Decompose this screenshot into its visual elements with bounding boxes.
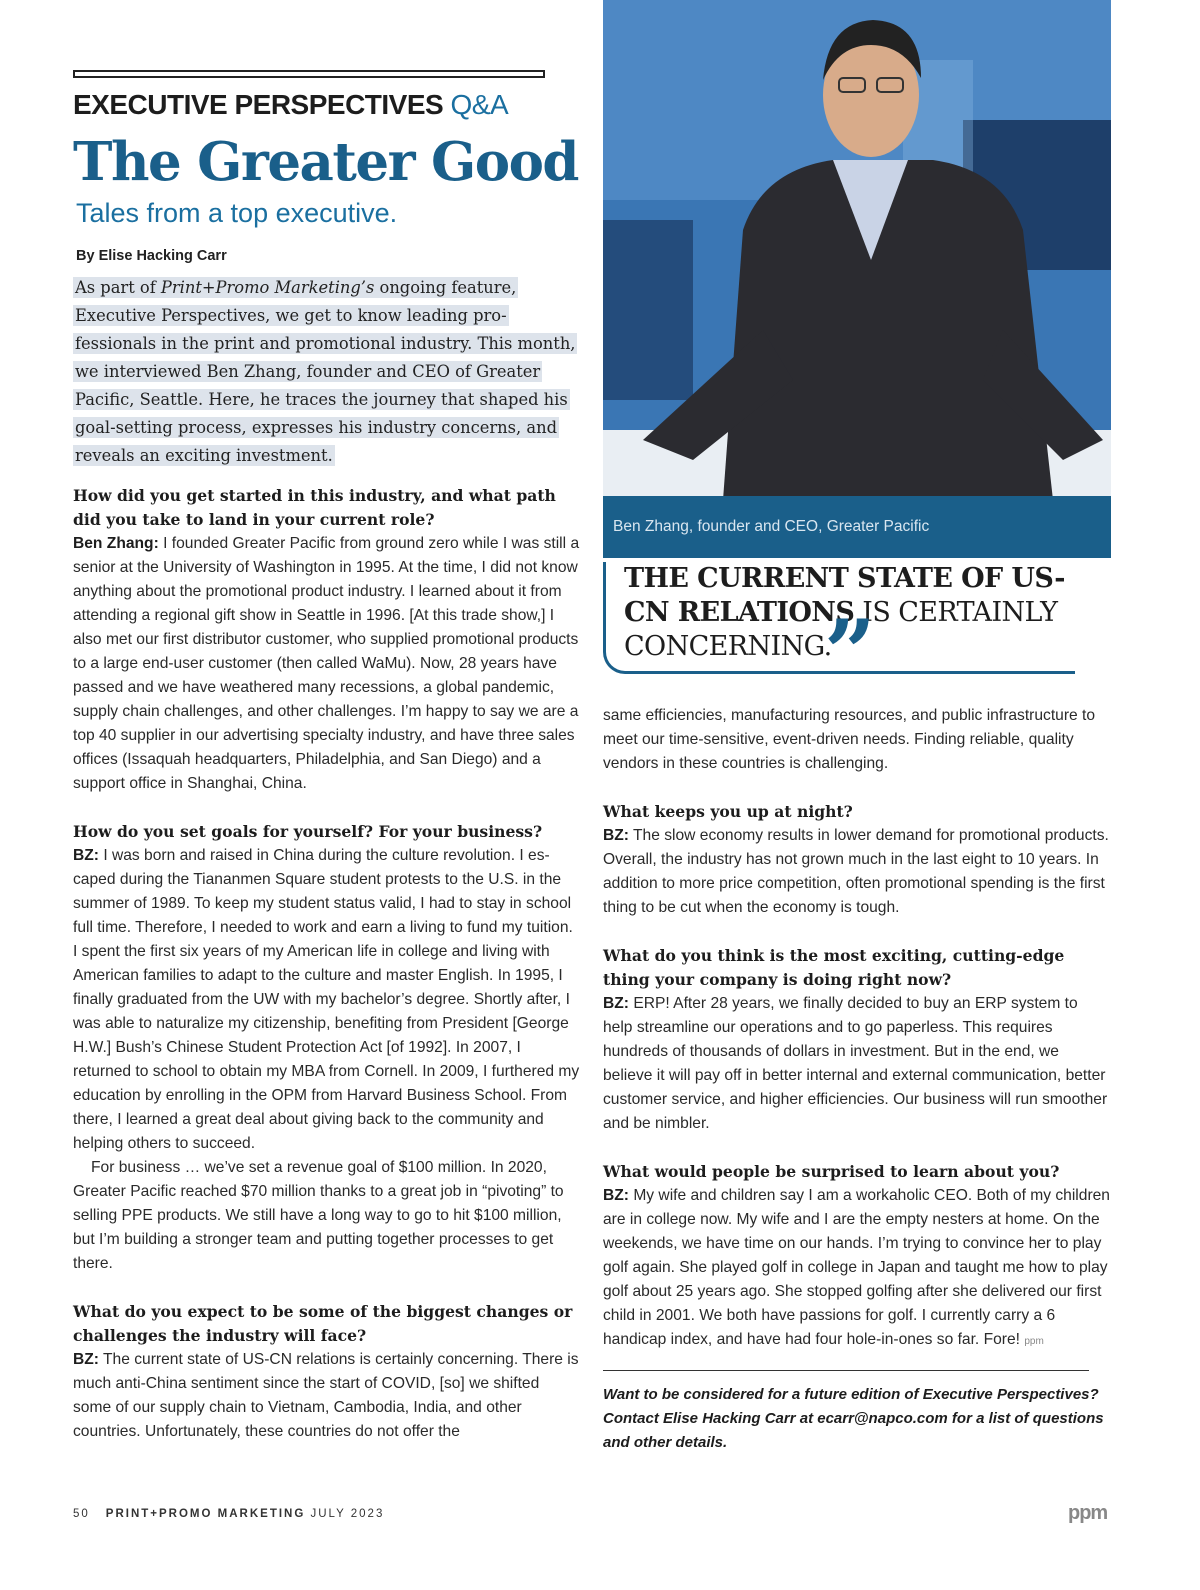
byline: By Elise Hacking Carr [76, 248, 227, 264]
question-4: What keeps you up at night? [603, 802, 853, 821]
question-5: What do you think is the most exciting, cutting-edge thing your company is doing right now? [603, 946, 1065, 989]
article-title: The Greater Good [73, 131, 578, 193]
page-footer [73, 1508, 384, 1520]
footer-publication: PRINT+PROMO MARKETING [105, 1508, 306, 1520]
section-kicker [73, 88, 581, 122]
divider [603, 1370, 1089, 1371]
answer-2: BZ: I was born and raised in China during the culture revolution. I escaped during the Tiananmen Square student protests to the U.S. in the summer of 1989. To keep my student status valid, I had to stay in school full time. Therefore, I needed to work and earn a living to fund my tuition. I spent the first six years of my American life in college and living with American families to adapt to the culture and master English. In 1995, I finally graduated from the UW with my bachelor’s degree. Shortly after, I was able to naturalize my citizenship, benefiting from President [George H.W.] Bush’s Chinese Student Protection Act [of 1992]. In 2007, I returned to school to obtain my MBA from Cornell. In 2009, I furthered my education by enrolling in the OPM from Harvard Business School. From there, I learned a great deal about giving back to the community and helping others to succeed. [73, 847, 580, 1152]
left-column [73, 70, 581, 1444]
footer-date: JULY 2023 [310, 1508, 385, 1520]
quote-mark-icon: ” [824, 600, 876, 706]
publication-name: Print+Promo Marketing’s [160, 278, 375, 297]
right-body [603, 704, 1111, 1455]
call-to-action: Want to be considered for a future edition of Executive Perspectives? Contact Elise Hacking Carr at ecarr@napco.com for a list of questions and other details. [603, 1386, 1104, 1451]
pullquote-bold: THE CURRENT STATE OF US-CN RELATIONS [624, 563, 1065, 628]
question-1: How did you get started in this industry, and what path did you take to land in your current role? [73, 486, 556, 529]
kicker-qa: Q&A [450, 89, 509, 120]
answer-3: BZ: The current state of US-CN relations is certainly concerning. There is much anti-China sentiment since the start of COVID, [so] we shifted some of our supply chain to Vietnam, Cambodia, India, and other countries. Unfortunately, these countries do not offer the [73, 1351, 579, 1440]
ppm-logo: ppm [1068, 1502, 1108, 1524]
photo-caption: Ben Zhang, founder and CEO, Greater Pacific [603, 496, 1111, 558]
kicker-text: EXECUTIVE PERSPECTIVES [73, 89, 444, 120]
page-number: 50 [73, 1508, 90, 1520]
end-mark: ppm [1024, 1336, 1044, 1347]
answer-6: BZ: My wife and children say I am a workaholic CEO. Both of my children are in college now. My wife and I are the empty nesters at home. On the weekends, we have time on our hands. I’m trying to convince her to play golf again. She played golf in college in Japan and taught me how to play golf about 25 years ago. She stopped golfing after she delivered our first child in 2001. We both have passions for golf. I currently carry a 6 handicap index, and have had four hole-in-ones so far. Fore! ppm [603, 1187, 1110, 1348]
answer-1: Ben Zhang: I founded Greater Pacific from ground zero while I was still a senior at the University of Washington in 1995. At the time, I did not know anything about the promotional product industry. I learned about it from attending a regional gift show in Seattle in 1996. [At this trade show,] I also met our first distributor customer, who supplied promotional products to a large end-user customer (then called WaMu). Now, 28 years have passed and we have weathered many recessions, a global pandemic, supply chain challenges, and other challenges. I’m happy to say we are a top 40 supplier in our advertising specialty industry, and have three sales offices (Issaquah headquarters, Philadelphia, and San Diego) and a support office in Shanghai, China. [73, 535, 580, 792]
answer-5: BZ: ERP! After 28 years, we finally decided to buy an ERP system to help streamline our operations and to go paperless. This requires hundreds of thousands of dollars in investment. But in the end, we believe it will pay off in better internal and external communication, better customer service, and higher efficiencies. Our business will run smoother and be nimbler. [603, 995, 1108, 1132]
pull-quote [603, 562, 1075, 706]
top-rule [73, 70, 545, 78]
question-6: What would people be surprised to learn about you? [603, 1162, 1060, 1181]
portrait-illustration [603, 0, 1111, 496]
intro-paragraph: As part of Print+Promo Marketing’s ongoing feature, Executive Perspectives, we get to know leading professionals in the print and promotional industry. This month, we interviewed Ben Zhang, founder and CEO of Greater Pacific, Seattle. Here, he traces the journey that shaped his goal-setting process, expresses his industry concerns, and reveals an exciting investment. [75, 278, 576, 465]
question-2: How do you set goals for yourself? For your business? [73, 822, 543, 841]
answer-4: BZ: The slow economy results in lower demand for promotional products. Overall, the industry has not grown much in the last eight to 10 years. In addition to more price competition, often promotional spending is the first thing to be cut when the economy is tough. [603, 827, 1109, 916]
portrait-photo [603, 0, 1111, 496]
answer-3-continued: same efficiencies, manufacturing resources, and public infrastructure to meet our time-sensitive, event-driven needs. Finding reliable, quality vendors in these countries is challenging. [603, 707, 1096, 772]
pullquote-rest: IS CERTAINLY CONCERNING. [624, 597, 1058, 662]
article-subtitle: Tales from a top executive. [76, 198, 398, 228]
answer-2-continued: For business … we’ve set a revenue goal of $100 million. In 2020, Greater Pacific reached $70 million thanks to a great job in “pivoting” to selling PPE products. We still have a long way to go to hit $100 million, but I’m building a stronger team and putting together processes to get there. [73, 1159, 564, 1272]
question-3: What do you expect to be some of the biggest changes or challenges the industry will face? [73, 1302, 573, 1345]
